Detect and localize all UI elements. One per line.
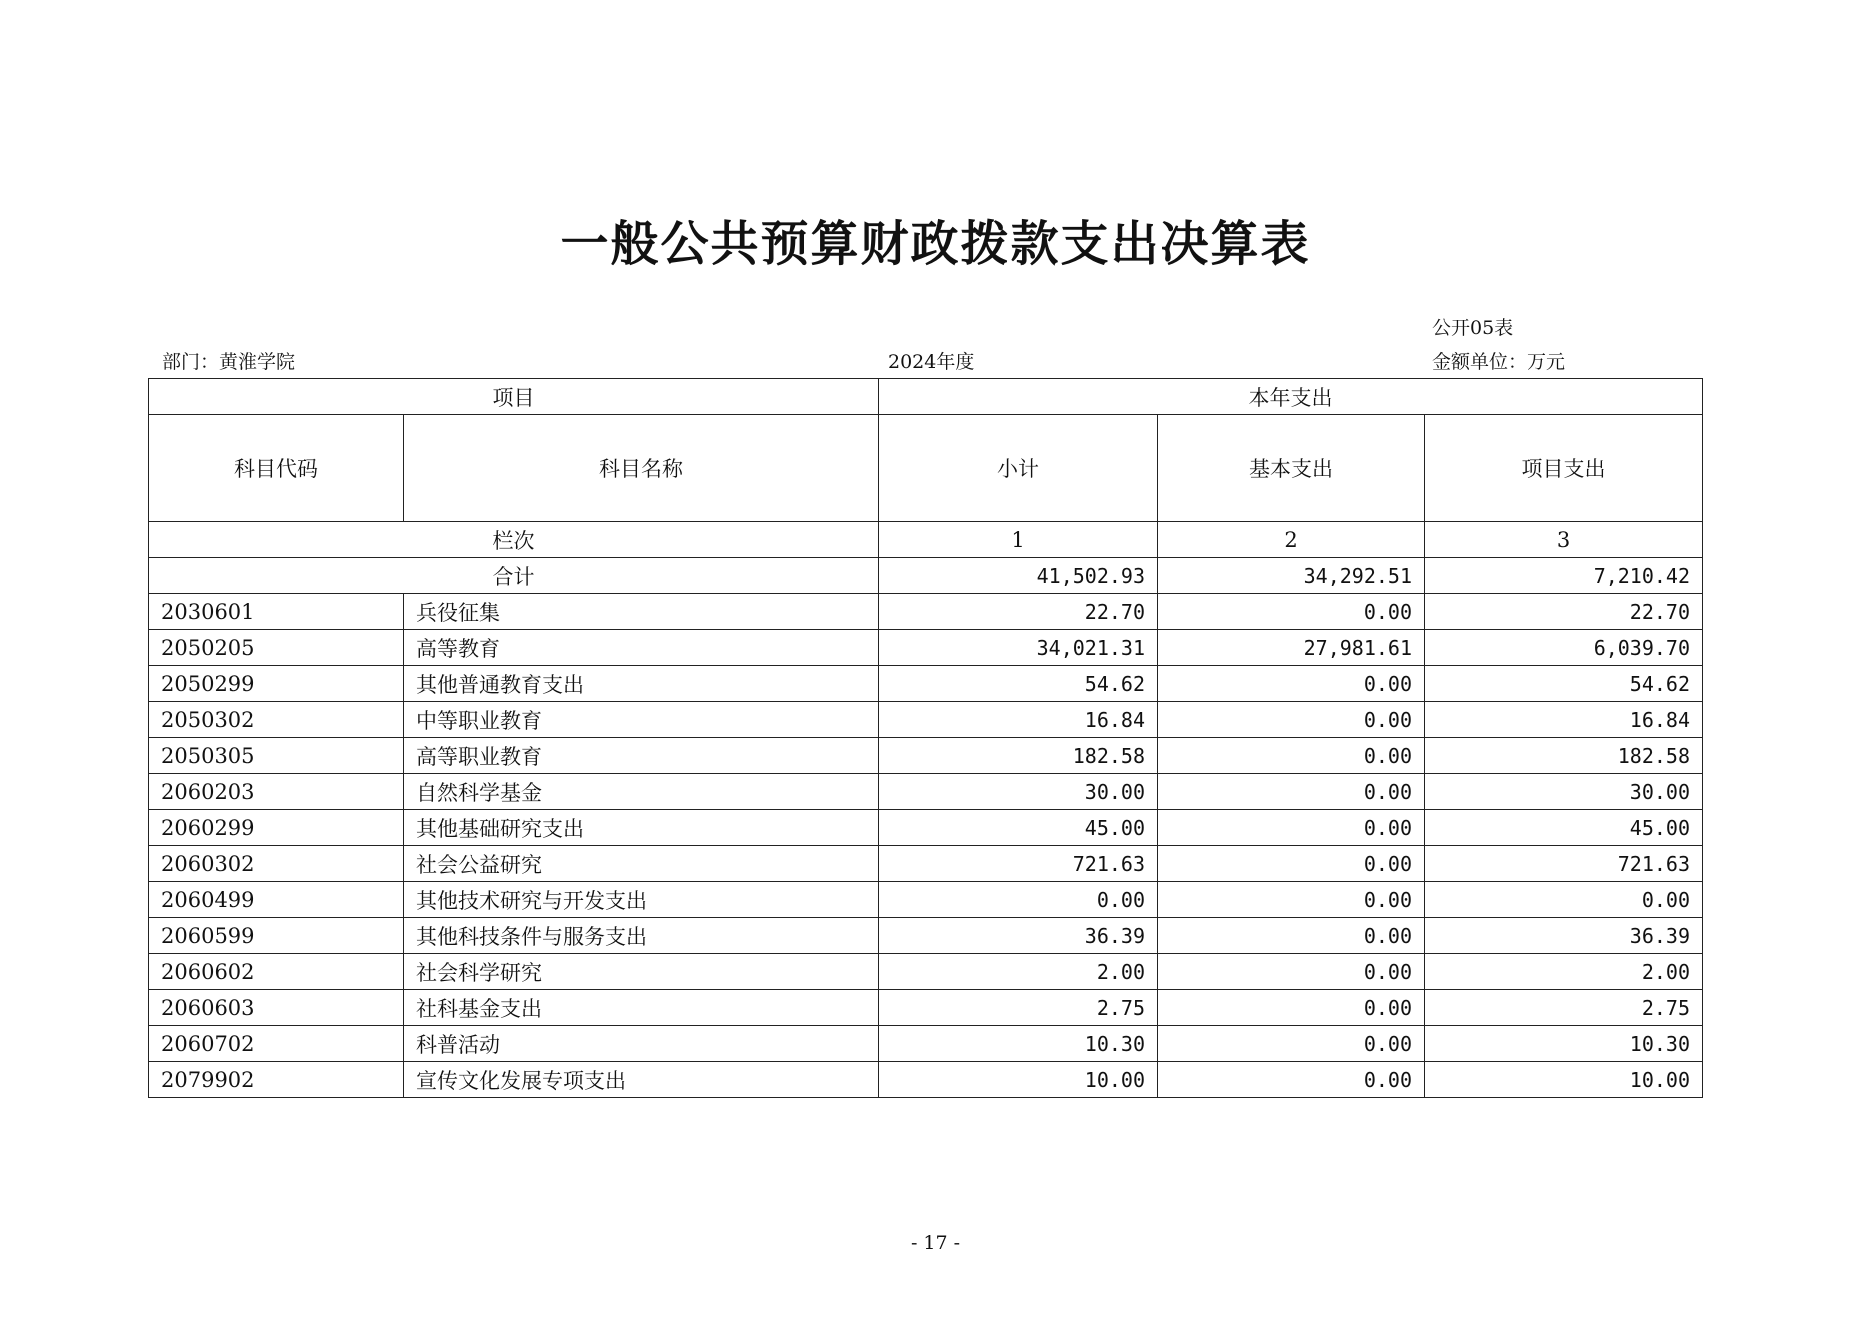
- table-row: [149, 918, 1703, 954]
- total-basic: 34,292.51: [1158, 558, 1425, 594]
- row-code: 2060602: [149, 954, 404, 990]
- table-row: [149, 882, 1703, 918]
- row-name: 其他基础研究支出: [404, 810, 879, 846]
- header-project-expense: 项目支出: [1425, 415, 1703, 522]
- row-name: 自然科学基金: [404, 774, 879, 810]
- form-number: 公开05表: [1432, 317, 1514, 339]
- row-basic: 0.00: [1158, 594, 1425, 630]
- total-subtotal: 41,502.93: [879, 558, 1158, 594]
- total-row: [149, 558, 1703, 594]
- department-label: 部门：黄淮学院: [162, 351, 296, 373]
- table-row: [149, 990, 1703, 1026]
- table-row: [149, 630, 1703, 666]
- table-row: [149, 1062, 1703, 1098]
- table-row: [149, 810, 1703, 846]
- row-basic: 0.00: [1158, 846, 1425, 882]
- row-project: 36.39: [1425, 918, 1703, 954]
- row-basic: 0.00: [1158, 918, 1425, 954]
- row-project: 10.00: [1425, 1062, 1703, 1098]
- column-number-row: [149, 522, 1703, 558]
- row-subtotal: 2.75: [879, 990, 1158, 1026]
- row-project: 10.30: [1425, 1026, 1703, 1062]
- column-label: 栏次: [149, 522, 879, 558]
- row-subtotal: 36.39: [879, 918, 1158, 954]
- row-project: 721.63: [1425, 846, 1703, 882]
- row-subtotal: 22.70: [879, 594, 1158, 630]
- row-project: 0.00: [1425, 882, 1703, 918]
- table-row: [149, 666, 1703, 702]
- table-row: [149, 738, 1703, 774]
- header-project: 项目: [149, 379, 879, 415]
- row-basic: 0.00: [1158, 810, 1425, 846]
- total-project: 7,210.42: [1425, 558, 1703, 594]
- row-project: 45.00: [1425, 810, 1703, 846]
- row-name: 其他科技条件与服务支出: [404, 918, 879, 954]
- row-project: 30.00: [1425, 774, 1703, 810]
- row-name: 科普活动: [404, 1026, 879, 1062]
- row-basic: 0.00: [1158, 1026, 1425, 1062]
- table-row: [149, 1026, 1703, 1062]
- row-code: 2060599: [149, 918, 404, 954]
- column-number-1: 1: [879, 522, 1158, 558]
- column-number-3: 3: [1425, 522, 1703, 558]
- row-basic: 0.00: [1158, 702, 1425, 738]
- header-code: 科目代码: [149, 415, 404, 522]
- row-subtotal: 10.00: [879, 1062, 1158, 1098]
- row-code: 2030601: [149, 594, 404, 630]
- row-name: 其他技术研究与开发支出: [404, 882, 879, 918]
- row-subtotal: 30.00: [879, 774, 1158, 810]
- row-basic: 0.00: [1158, 774, 1425, 810]
- fiscal-year: 2024年度: [888, 351, 975, 373]
- row-basic: 0.00: [1158, 738, 1425, 774]
- row-name: 社会公益研究: [404, 846, 879, 882]
- row-code: 2060603: [149, 990, 404, 1026]
- column-number-2: 2: [1158, 522, 1425, 558]
- row-name: 高等教育: [404, 630, 879, 666]
- row-project: 22.70: [1425, 594, 1703, 630]
- row-code: 2050205: [149, 630, 404, 666]
- row-subtotal: 54.62: [879, 666, 1158, 702]
- row-project: 16.84: [1425, 702, 1703, 738]
- row-basic: 0.00: [1158, 666, 1425, 702]
- page-number: - 17 -: [910, 1232, 961, 1254]
- row-subtotal: 182.58: [879, 738, 1158, 774]
- header-current-year: 本年支出: [879, 379, 1703, 415]
- table-row: [149, 594, 1703, 630]
- row-name: 宣传文化发展专项支出: [404, 1062, 879, 1098]
- total-label: 合计: [149, 558, 879, 594]
- row-project: 6,039.70: [1425, 630, 1703, 666]
- row-code: 2050299: [149, 666, 404, 702]
- row-code: 2050305: [149, 738, 404, 774]
- row-subtotal: 45.00: [879, 810, 1158, 846]
- table-row: [149, 846, 1703, 882]
- page-title: 一般公共预算财政拨款支出决算表: [560, 216, 1311, 272]
- row-name: 中等职业教育: [404, 702, 879, 738]
- row-basic: 27,981.61: [1158, 630, 1425, 666]
- header-name: 科目名称: [404, 415, 879, 522]
- row-basic: 0.00: [1158, 954, 1425, 990]
- row-project: 2.75: [1425, 990, 1703, 1026]
- row-subtotal: 0.00: [879, 882, 1158, 918]
- row-code: 2060499: [149, 882, 404, 918]
- table-body: [149, 594, 1703, 1098]
- row-subtotal: 10.30: [879, 1026, 1158, 1062]
- row-name: 其他普通教育支出: [404, 666, 879, 702]
- row-subtotal: 34,021.31: [879, 630, 1158, 666]
- row-subtotal: 16.84: [879, 702, 1158, 738]
- row-basic: 0.00: [1158, 1062, 1425, 1098]
- table-row: [149, 774, 1703, 810]
- header-subtotal: 小计: [879, 415, 1158, 522]
- row-project: 54.62: [1425, 666, 1703, 702]
- row-code: 2060702: [149, 1026, 404, 1062]
- header-row-columns: [149, 415, 1703, 522]
- row-project: 182.58: [1425, 738, 1703, 774]
- header-row-group: [149, 379, 1703, 415]
- row-name: 社会科学研究: [404, 954, 879, 990]
- amount-unit: 金额单位：万元: [1432, 351, 1566, 373]
- row-basic: 0.00: [1158, 990, 1425, 1026]
- row-code: 2079902: [149, 1062, 404, 1098]
- row-project: 2.00: [1425, 954, 1703, 990]
- row-basic: 0.00: [1158, 882, 1425, 918]
- row-code: 2060302: [149, 846, 404, 882]
- header-basic: 基本支出: [1158, 415, 1425, 522]
- table-row: [149, 954, 1703, 990]
- row-name: 高等职业教育: [404, 738, 879, 774]
- row-subtotal: 721.63: [879, 846, 1158, 882]
- row-name: 社科基金支出: [404, 990, 879, 1026]
- row-code: 2060203: [149, 774, 404, 810]
- table-row: [149, 702, 1703, 738]
- row-name: 兵役征集: [404, 594, 879, 630]
- row-subtotal: 2.00: [879, 954, 1158, 990]
- row-code: 2050302: [149, 702, 404, 738]
- row-code: 2060299: [149, 810, 404, 846]
- expenditure-table: [148, 378, 1703, 1098]
